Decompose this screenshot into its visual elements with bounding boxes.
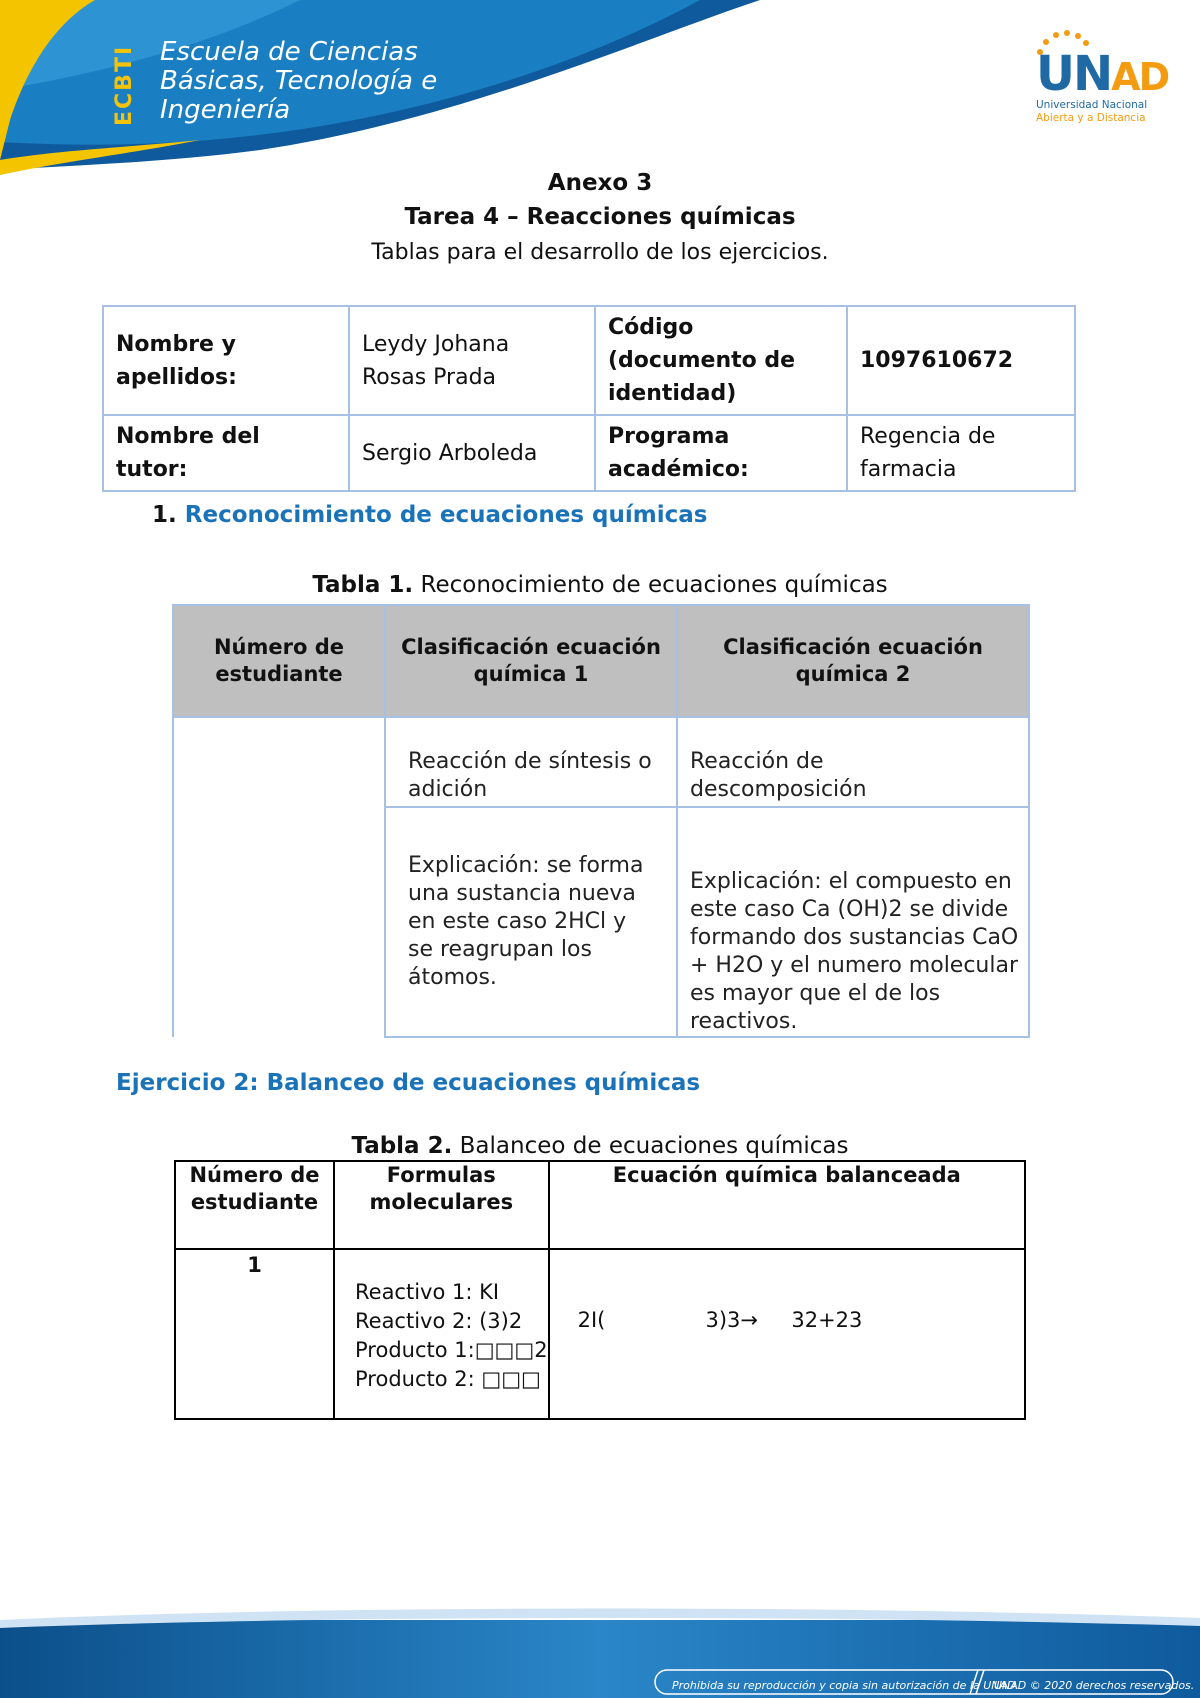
program-value [847,415,1075,491]
t1-student-cell [173,717,385,1037]
table-2-caption-text: Balanceo de ecuaciones químicas [452,1133,849,1159]
t2-header-formulas: Formulas moleculares [334,1161,549,1249]
logo-subtitle-1: Universidad Nacional [1036,99,1148,111]
name-label-line2: apellidos: [116,364,237,390]
section-1-number: 1. [152,502,177,528]
logo-ad: AD [1111,55,1169,99]
footer-copyright-notice: Prohibida su reproducción y copia sin autorización de la UNAD. [672,1679,1019,1692]
program-label-line2: académico: [608,457,749,482]
code-label-line1: Código [608,315,694,340]
section-1-title: Reconocimiento de ecuaciones químicas [184,502,708,528]
t2-header-student: Número de estudiante [175,1161,334,1249]
t2-formula-line: Producto 1:□□□2 [355,1338,548,1362]
logo-un: UN [1036,46,1112,102]
t1-header-student: Número de estudiante [173,605,385,717]
section-2-heading: Ejercicio 2: Balanceo de ecuaciones químicas [116,1070,701,1096]
table-1-caption-text: Reconocimiento de ecuaciones químicas [413,572,888,598]
t1-eq1-type: Reacción de síntesis o adición [385,717,677,807]
t1-eq1-explanation: Explicación: se forma una sustancia nueva en este caso 2HCl y se reagrupan los átomos. [385,807,677,1037]
code-label-line2: (documento de [608,348,796,373]
t1-header-eq2: Clasificación ecuación química 2 [677,605,1029,717]
t1-eq2-explanation: Explicación: el compuesto en este caso Ca (OH)2 se divide formando dos sustancias CaO + H2O y el numero molecular es mayor que el de los reactivos. [677,807,1029,1037]
t2-formula-line: Reactivo 1: KI [355,1280,500,1304]
annex-title: Anexo 3 [547,170,653,196]
code-value: 1097610672 [847,306,1075,415]
footer-rights: UNAD © 2020 derechos reservados. [994,1679,1195,1692]
tutor-label-line1: Nombre del [116,424,260,449]
task-title: Tarea 4 – Reacciones químicas [404,204,796,230]
school-name [160,38,437,125]
name-value [349,306,595,415]
school-name-line1: Escuela de Ciencias [160,37,418,67]
table-2-caption [0,1133,1200,1159]
t2-equation: 2I( 3)3→ 32+23 [549,1249,1025,1419]
name-label-line1: Nombre y [116,331,236,357]
name-value-line1: Leydy Johana [362,331,510,357]
program-value-line2: farmacia [860,457,957,482]
t1-header-eq1: Clasificación ecuación química 1 [385,605,677,717]
program-value-line1: Regencia de [860,424,996,449]
section-1-heading [152,502,707,528]
table-1-caption-label: Tabla 1. [312,572,414,598]
subtitle: Tablas para el desarrollo de los ejercicios. [371,240,829,265]
code-label [595,306,847,415]
tutor-label-line2: tutor: [116,457,188,482]
name-label [103,306,349,415]
t2-student-number: 1 [175,1249,334,1419]
tutor-label [103,415,349,491]
t1-eq2-type: Reacción de descomposición [677,717,1029,807]
logo-subtitle-2: Abierta y a Distancia [1036,112,1146,124]
code-label-line3: identidad) [608,381,737,406]
table-2-caption-label: Tabla 2. [351,1133,453,1159]
school-code: ECBTI [112,44,137,126]
tutor-value: Sergio Arboleda [349,415,595,491]
student-info-table [102,305,1076,492]
logo-wordmark [1036,46,1168,102]
table-1 [172,604,1030,1038]
table-1-caption [0,572,1200,598]
school-name-line2: Básicas, Tecnología e [160,66,438,96]
school-name-line3: Ingeniería [160,95,291,125]
t2-header-equation: Ecuación química balanceada [549,1161,1025,1249]
t2-formulas [334,1249,549,1419]
name-value-line2: Rosas Prada [362,364,497,390]
table-2 [174,1160,1026,1420]
program-label-line1: Programa [608,424,730,449]
t2-formula-line: Reactivo 2: (3)2 [355,1309,523,1333]
program-label [595,415,847,491]
t2-formula-line: Producto 2: □□□ [355,1367,541,1391]
unad-logo [1030,28,1169,128]
